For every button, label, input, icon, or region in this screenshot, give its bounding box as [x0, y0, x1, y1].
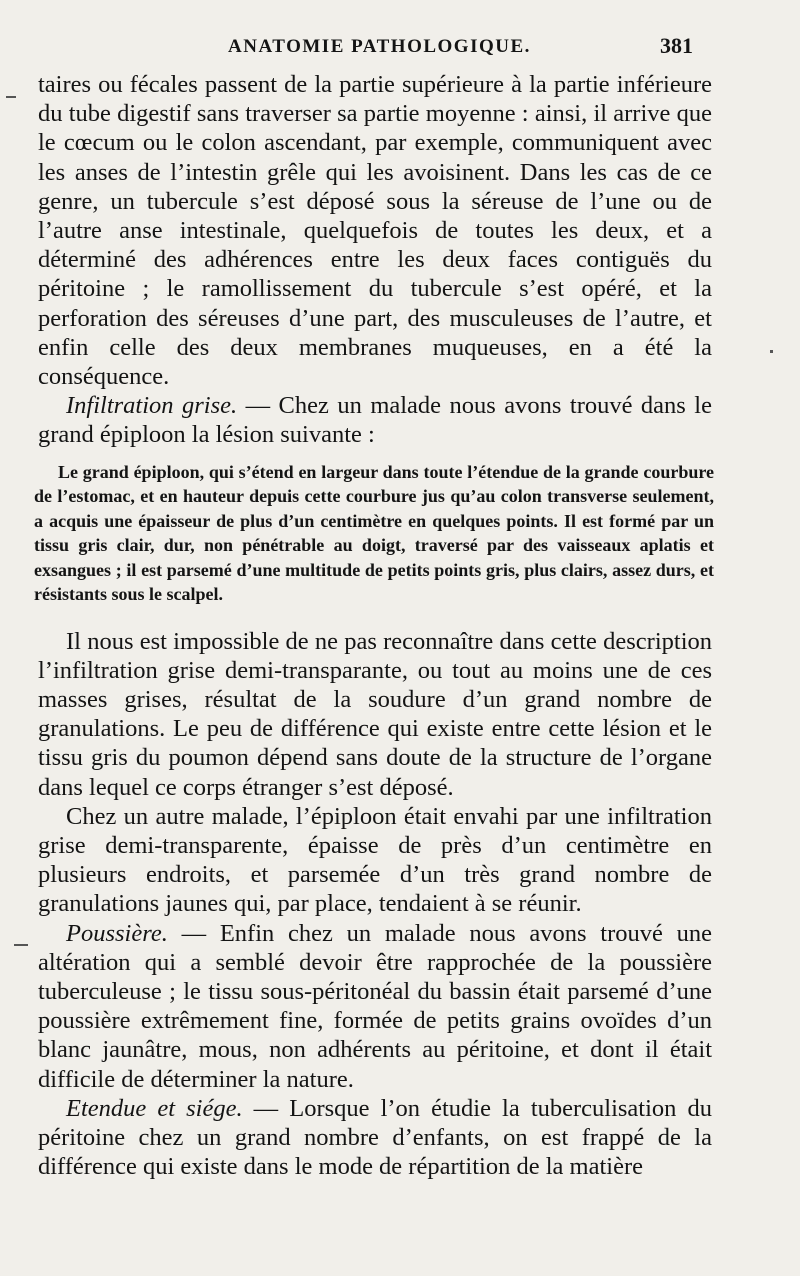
paragraph-infiltration-grise: [38, 391, 712, 449]
margin-mark: [14, 944, 28, 946]
paragraph-2: Il nous est impossible de ne pas reconnaître dans cette description l’infiltration grise demi-transparante, ou tout au moins une de ces masses grises, résultat de la soudure d’un grand nombre de granulations. Le peu de différence qui existe entre cette lésion et le tissu gris du poumon dépend sans doute de la structure de l’organe dans lequel ce corps étranger s’est déposé.: [38, 627, 712, 801]
paragraph-1: taires ou fécales passent de la partie supérieure à la partie inférieure du tube digestif sans traverser sa partie moyenne : ainsi, il arrive que le cœcum ou le colon ascendant, par exemple, communiquent avec les anses de l’intestin grêle qui les avoisinent. Dans les cas de ce genre, un tubercule s’est déposé sous la séreuse de l’une ou de l’autre anse intestinale, quelquefois de toutes les deux, et a déterminé des adhérences entre les deux faces contiguës du péritoine ; le ramollissement du tubercule s’est opéré, et la perforation des séreuses d’une part, des musculeuses de l’autre, et enfin celle des deux membranes muqueuses, en a été la conséquence.: [38, 71, 712, 391]
section-text-infiltration-grise: — Chez un malade nous avons trouvé dans le grand épiploon la lésion suivante :: [38, 392, 712, 449]
paragraph-etendue: [38, 1094, 712, 1182]
section-text-poussiere: — Enfin chez un malade nous avons trouvé une altération qui a semblé devoir être rapprochée de la poussière tuberculeuse ; le tissu sous-péritonéal du bassin était parsemé d’une poussière extrêmement fine, formée de petits grains ovoïdes d’un blanc jaunâtre, mous, non adhérents au péritoine, et dont il était difficile de déterminer la nature.: [38, 919, 712, 1093]
margin-mark: [6, 96, 16, 98]
section-title-infiltration-grise: Infiltration grise.: [66, 392, 238, 420]
section-title-etendue: Etendue et siége.: [66, 1094, 243, 1122]
page-header: [0, 33, 800, 66]
block-quote: Le grand épiploon, qui s’étend en largeur dans toute l’étendue de la grande courbure de l’estomac, et en hauteur depuis cette courbure jus qu’au colon transverse seulement, a acquis une épaisseur de plus d’un centimètre en quelques points. Il est formé par un tissu gris clair, dur, non pénétrable au doigt, traversé par des vaisseaux aplatis et exsangues ; il est parsemé d’une multitude de petits points gris, plus clairs, assez durs, et résistants sous le scalpel.: [34, 461, 714, 605]
section-text-etendue: — Lorsque l’on étudie la tuberculisation du péritoine chez un grand nombre d’enfants, on est frappé de la différence qui existe dans le mode de répartition de la matière: [38, 1094, 712, 1181]
running-title: ANATOMIE PATHOLOGIQUE.: [228, 36, 531, 57]
section-title-poussiere: Poussière.: [66, 919, 168, 947]
margin-mark: [770, 350, 773, 353]
paragraph-3: Chez un autre malade, l’épiploon était envahi par une infiltration grise demi-transparente, épaisse de près d’un centimètre en plusieurs endroits, et parsemée d’un très grand nombre de granulations jaunes qui, par place, tendaient à se réunir.: [38, 802, 712, 918]
page-number: 381: [660, 33, 693, 58]
paragraph-poussiere: [38, 919, 712, 1094]
body-text: [34, 70, 714, 1182]
